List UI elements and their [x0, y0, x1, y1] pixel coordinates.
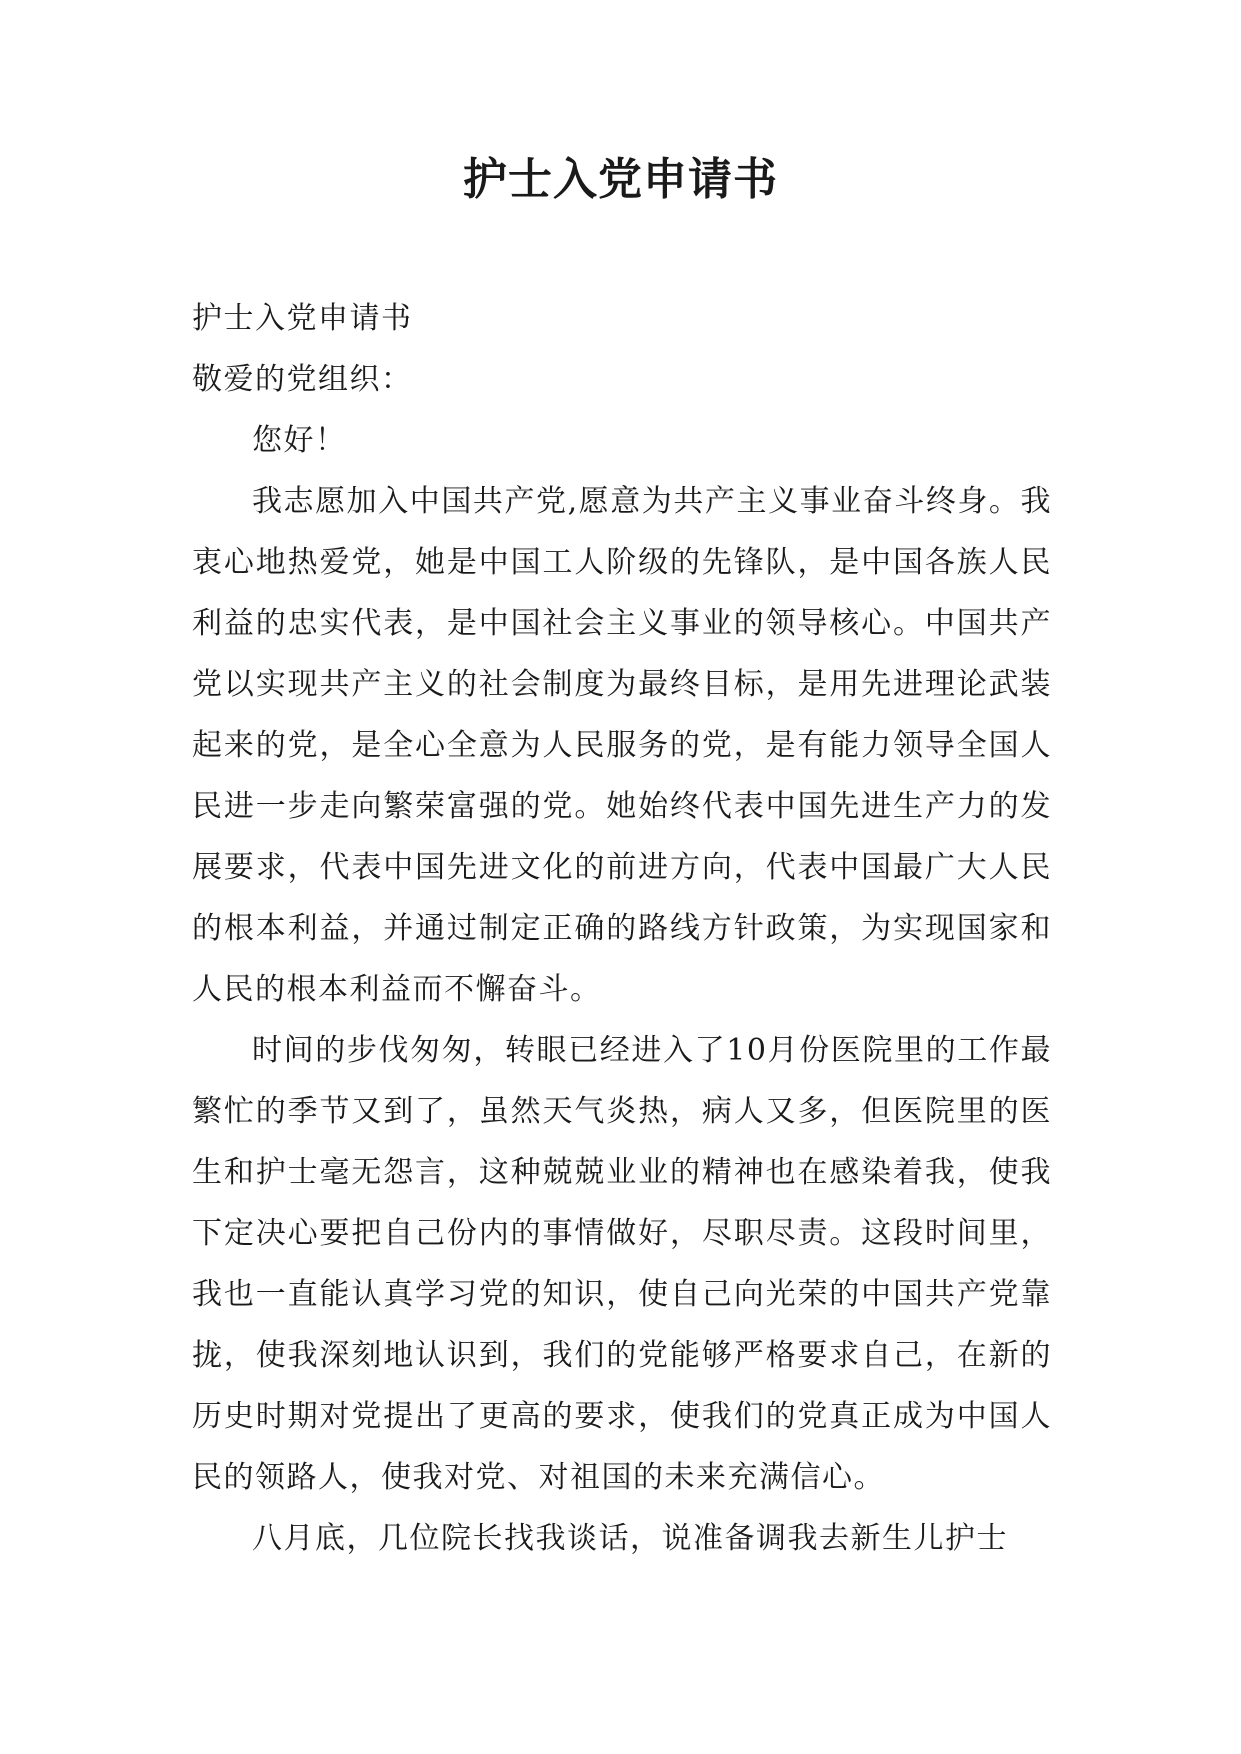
document-subtitle: 护士入党申请书 [192, 301, 413, 336]
document-title: 护士入党申请书 [463, 154, 778, 205]
paragraph-2: 时间的步伐匆匆，转眼已经进入了10月份医院里的工作最繁忙的季节又到了，虽然天气炎热，病人又多，但医院里的医生和护士毫无怨言，这种兢兢业业的精神也在感染着我，使我下定决心要把自己份内的事情做好，尽职尽责。这段时间里，我也一直能认真学习党的知识，使自己向光荣的中国共产党靠拢，使我深刻地认识到，我们的党能够严格要求自己，在新的历史时期对党提出了更高的要求，使我们的党真正成为中国人民的领路人，使我对党、对祖国的未来充满信心。 [192, 1033, 1052, 1495]
greeting: 您好！ [252, 423, 347, 458]
paragraph-1: 我志愿加入中国共产党,愿意为共产主义事业奋斗终身。我衷心地热爱党，她是中国工人阶级的先锋队，是中国各族人民利益的忠实代表，是中国社会主义事业的领导核心。中国共产党以实现共产主义的社会制度为最终目标，是用先进理论武装起来的党，是全心全意为人民服务的党，是有能力领导全国人民进一步走向繁荣富强的党。她始终代表中国先进生产力的发展要求，代表中国先进文化的前进方向，代表中国最广大人民的根本利益，并通过制定正确的路线方针政策，为实现国家和人民的根本利益而不懈奋斗。 [192, 484, 1052, 1007]
salutation: 敬爱的党组织： [192, 362, 413, 397]
paragraph-3: 八月底，几位院长找我谈话，说准备调我去新生儿护士 [252, 1521, 1008, 1556]
document-body [192, 288, 1052, 1569]
